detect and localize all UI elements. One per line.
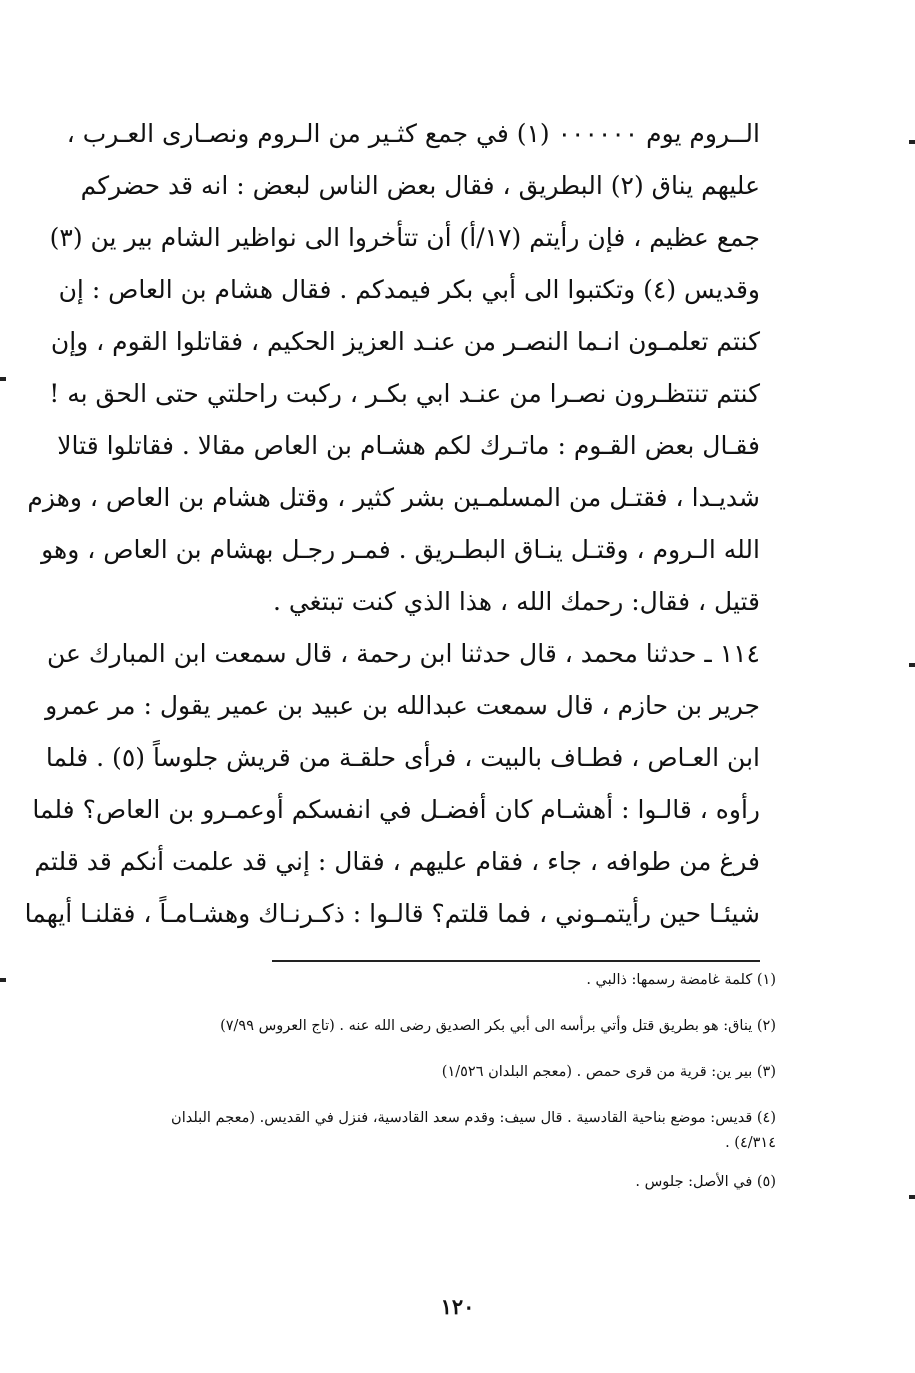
text-line: كنتم تعلمـون انـما النصـر من عنـد العزيز الحكيم ، فقاتلوا القوم ، وإن [50,327,760,356]
footnote: (٢) يناق: هو بطريق قتل وأتي برأسه الى أبي بكر الصديق رضى الله عنه . (تاج العروس ٧/٩٩) [220,1018,776,1034]
margin-mark [909,1195,915,1199]
margin-mark [0,978,6,982]
footnotes [170,968,776,1195]
footnote: (٤) قديس: موضع بناحية القادسية . قال سيف: وقدم سعد القادسية، فنزل في القديس. (معجم البلدان [171,1110,776,1126]
text-line: رأوه ، قالـوا : أهشـام كان أفضـل في انفسكم أوعمـرو بن العاص؟ فلما [32,795,760,824]
text-line: وقديس (٤) وتكتبوا الى أبي بكر فيمدكم . فقال هشام بن العاص : إن [58,275,760,304]
text-line: الله الـروم ، وقتـل ينـاق البطـريق . فمـر رجـل بهشام بن العاص ، وهو [41,535,760,564]
page-number: ١٢٠ [440,1294,475,1319]
text-line: كنتم تنتظـرون نصـرا من عنـد ابي بكـر ، ركبت راحلتي حتى الحق به ! [49,379,760,408]
main-text [24,108,760,940]
text-line: الــروم يوم ٠٠٠٠٠٠ (١) في جمع كثـير من الـروم ونصـارى العـرب ، [66,119,760,148]
margin-mark [909,140,915,144]
footnote: (١) كلمة غامضة رسمها: ذالبي . [586,972,776,988]
text-line: ابن العـاص ، فطـاف بالبيت ، فرأى حلقـة من قريش جلوساً (٥) . فلما [45,743,760,772]
text-line: فرغ من طوافه ، جاء ، فقام عليهم ، فقال : إني قد علمت أنكم قد قلتم [34,847,760,876]
text-line: ١١٤ ـ حدثنا محمد ، قال حدثنا ابن رحمة ، قال سمعت ابن المبارك عن [46,639,760,668]
text-line: جرير بن حازم ، قال سمعت عبدالله بن عبيد بن عمير يقول : مر عمرو [45,691,760,720]
footnote: (٣) بير ين: قرية من قرى حمص . (معجم البلدان ١/٥٢٦) [441,1064,776,1080]
text-line: فقـال بعض القـوم : ماتـرك لكم هشـام بن العاص مقالا . فقاتلوا قتالا [57,431,760,460]
text-line: عليهم يناق (٢) البطريق ، فقال بعض الناس لبعض : انه قد حضركم [80,171,760,200]
footnote-divider [272,960,760,962]
margin-mark [0,377,6,381]
footnote-continuation: ٤/٣١٤) . [725,1135,776,1151]
text-line: جمع عظيم ، فإن رأيتم (١٧/أ) أن تتأخروا الى نواظير الشام بير ين (٣) [49,223,760,252]
margin-mark [909,663,915,667]
text-line: شيئـا حين رأيتمـوني ، فما قلتم؟ قالـوا : ذكـرنـاك وهشـامـاً ، فقلنـا أيهما [24,899,760,928]
text-line: قتيل ، فقال: رحمك الله ، هذا الذي كنت تبتغي . [272,587,760,616]
text-line: شديـدا ، فقتـل من المسلمـين بشر كثير ، وقتل هشام بن العاص ، وهزم [27,483,760,512]
footnote: (٥) في الأصل: جلوس . [635,1174,776,1190]
